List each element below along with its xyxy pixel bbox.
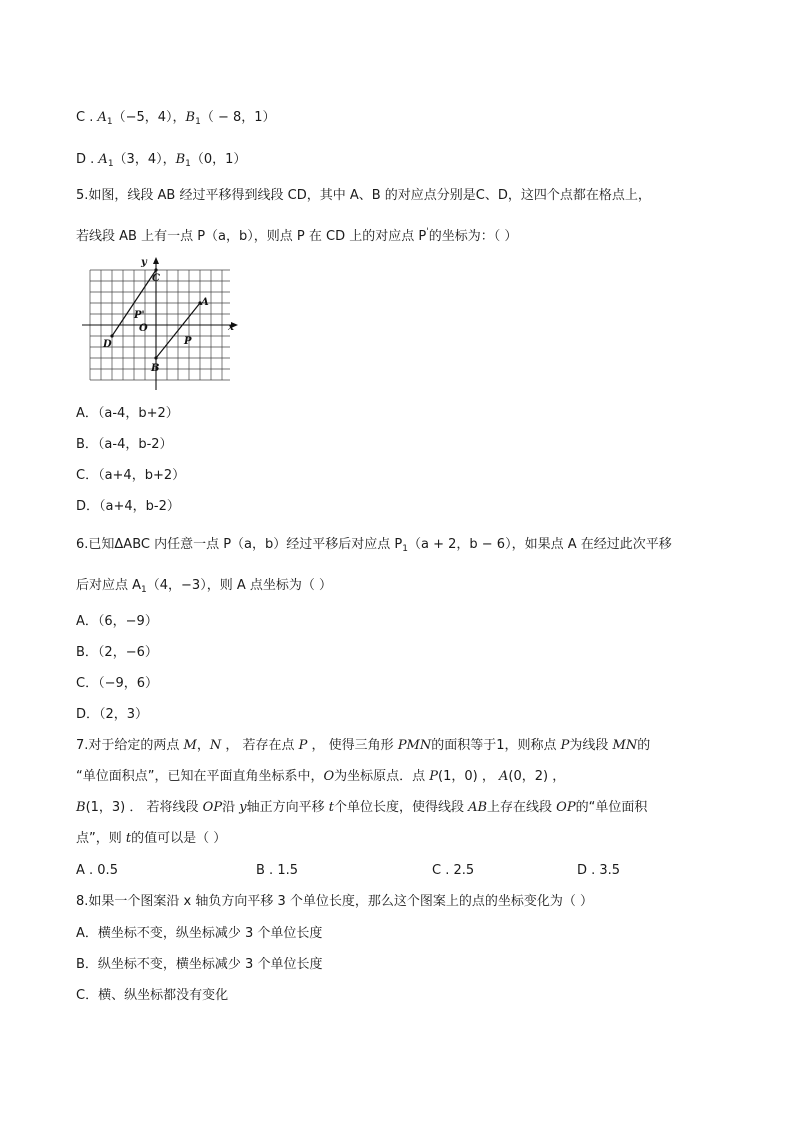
q7-option-c: C . 2.5 — [432, 863, 475, 878]
a1-symbol: A — [98, 152, 108, 167]
q6-option-d: D．（2，3） — [76, 707, 149, 722]
q8-stem: 8.如果一个图案沿 x 轴负方向平移 3 个单位长度，那么这个图案上的点的坐标变化为（ ） — [76, 894, 594, 909]
q5-stem-line2: 若线段 AB 上有一点 P（a，b），则点 P 在 CD 上的对应点 P'的坐标为：（ ） — [76, 227, 518, 244]
q5-stem-line1: 5.如图，线段 AB 经过平移得到线段 CD，其中 A、B 的对应点分别是C、D，这四个点都在格点上， — [76, 188, 651, 203]
q5-option-d: D．（a+4，b-2） — [76, 499, 180, 514]
label-y: y — [141, 257, 147, 268]
q6-option-a: A．（6，−9） — [76, 614, 158, 629]
q6-stem-line1: 6.已知ΔABC 内任意一点 P（a，b）经过平移后对应点 $P_1(a + 2$，b − 6），如果点 A 在经过此次平移 — [76, 537, 672, 554]
q6-option-c: C．（−9，6） — [76, 676, 159, 691]
grid-figure — [80, 254, 240, 394]
q7-stem-line1: 7.对于给定的两点 M，N ， 若存在点 P ， 使得三角形 PMN的面积等于1，则称点 P为线段 MN的 — [76, 738, 651, 753]
q7-option-d: D . 3.5 — [577, 863, 621, 878]
q5-option-c: C．（a+4，b+2） — [76, 468, 186, 483]
label-b: B — [151, 363, 160, 374]
q5-option-a: A．（a-4，b+2） — [76, 406, 179, 421]
label-x: x — [228, 322, 234, 333]
point-c — [154, 268, 157, 271]
point-b — [154, 356, 157, 359]
label-p-prime: P' — [134, 310, 145, 321]
a1-symbol: A — [97, 110, 107, 125]
q4-option-d: D . $A_1(3$，4），$B_1(0$，1） — [76, 152, 247, 169]
q7-stem-line2: “单位面积点”，已知在平面直角坐标系中，O为坐标原点．点 P(1，0) ， A(0，2) ， — [76, 769, 566, 784]
q7-stem-line4: 点”，则 t的值可以是（ ） — [76, 831, 227, 846]
q4-option-c: C . $A_1(-5$，4），$B_1( - 8$，1） — [76, 110, 276, 127]
q7-option-b: B . 1.5 — [256, 863, 298, 878]
q7-option-a: A . 0.5 — [76, 863, 118, 878]
label-a: A — [201, 297, 209, 308]
label-c: C — [152, 273, 160, 284]
q8-option-b: B．纵坐标不变，横坐标减少 3 个单位长度 — [76, 957, 323, 972]
q8-option-c: C．横、纵坐标都没有变化 — [76, 988, 229, 1003]
q8-option-a: A．横坐标不变，纵坐标减少 3 个单位长度 — [76, 926, 323, 941]
q6-option-b: B．（2，−6） — [76, 645, 158, 660]
q5-option-b: B．（a-4，b-2） — [76, 437, 173, 452]
point-d — [110, 334, 113, 337]
b1-symbol: B — [185, 110, 196, 125]
y-axis-arrow — [153, 257, 159, 264]
q7-stem-line3: B(1，3) ． 若将线段 OP沿 y轴正方向平移 t个单位长度，使得线段 AB上存在线段 OP的“单位面积 — [76, 800, 648, 815]
q6-stem-line2: 后对应点 $A_1(4$，−3），则 A 点坐标为（ ） — [76, 578, 332, 595]
label-d: D — [103, 339, 112, 350]
b1-symbol: B — [175, 152, 186, 167]
label-p: P — [184, 336, 192, 347]
label-o: O — [139, 323, 148, 334]
